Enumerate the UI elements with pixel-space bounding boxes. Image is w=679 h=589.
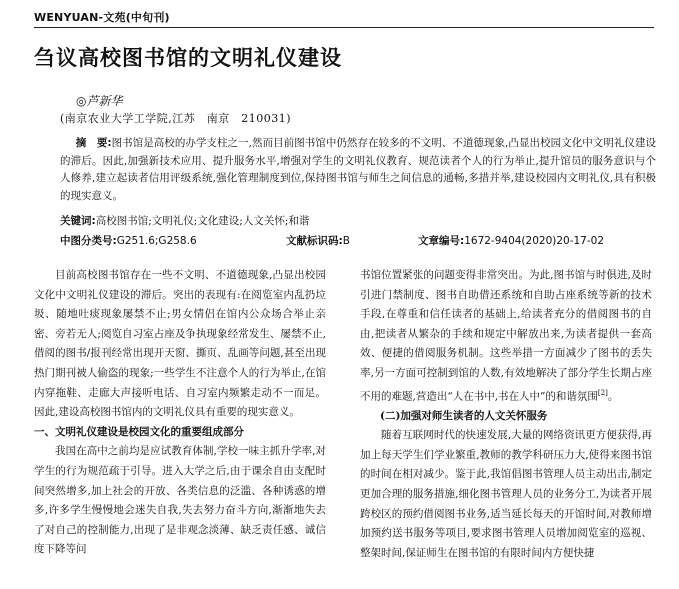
doc-value: B: [342, 235, 350, 247]
keywords-label: 关键词:: [60, 215, 96, 227]
article-number: [418, 233, 604, 248]
paragraph: 随着互联网时代的快速发展,大量的网络资讯更方便获得,再加上每天学生们学业繁重,教师的教学科研压力大,使得来图书馆的时间在相对减少。鉴于此,我馆倡图书管理人员主动出击,制定更加合理的服务措施,细化图书管理人员的业务分工,为读者开展跨校区的预约借阅图书业务,适当延长每天的开馆时间,对教师增加预约送书服务等项目,要求图书管理人员增加阅览室的巡视、整架时间,保证师生在图书馆的有限时间内方便快捷: [360, 429, 652, 559]
article-no-label: 文章编号:: [418, 235, 465, 247]
journal-name: WENYUAN-文苑(中旬刊): [34, 11, 170, 24]
author-name: ◎芦新华: [76, 94, 123, 108]
paragraph: 我国在高中之前均是应试教育体制,学校一味主抓升学率,对学生的行为规范疏于引导。进入大学之后,由于课余自由支配时间突然增多,加上社会的开放、各类信息的泛滥、各种诱惑的增多,许多学生慢慢地会迷失自我,失去努力奋斗方向,渐渐地失去了对自己的控制能力,出现了是非观念淡薄、缺乏责任感、诚信度下降等问: [34, 445, 326, 556]
class-value: G251.6;G258.6: [116, 235, 197, 247]
reference-marker: [2]: [597, 388, 608, 397]
keywords-text: 高校图书馆;文明礼仪;文化建设;人文关怀;和谐: [95, 215, 310, 227]
article-no-value: 1672-9404(2020)20-17-02: [464, 235, 605, 247]
paragraph: 目前高校图书馆存在一些不文明、不道德现象,凸显出校园文化中文明礼仪建设的滞后。突出的表现有:在阅览室内乱扔垃圾、随地吐痰现象屡禁不止;男女情侣在馆内公众场合举止亲密、旁若无人;阅览自习室占座及争执现象经常发生、屡禁不止,借阅的图书/报刊经常出现开天窗、撕页、乱画等问题,甚至出现热门期刊被人偷盗的现象;一些学生不注意个人的行为举止,在馆内穿拖鞋、走廊大声接听电话、自习室内频繁走动不一而足。因此,建设高校图书馆内的文明礼仪具有重要的现实意义。: [34, 269, 326, 419]
section-heading: 一、文明礼仪建设是校园文化的重要组成部分: [34, 425, 244, 438]
header-rule: [34, 27, 654, 28]
keywords: [60, 213, 309, 228]
paragraph: [360, 266, 652, 407]
class-label: 中图分类号:: [60, 235, 117, 247]
document-code: [286, 233, 350, 248]
body-right-column: [360, 266, 652, 563]
author-affiliation: (南京农业大学工学院,江苏 南京 210031): [60, 112, 292, 125]
abstract: [60, 135, 656, 205]
abstract-text: 图书馆是高校的办学支柱之一,然而目前图书馆中仍然存在较多的不文明、不道德现象,凸显出校园文化中文明礼仪建设的滞后。因此,加强新技术应用、提升服务水平,增强对学生的文明礼仪教育、规范读者个人的行为举止,提升馆员的服务意识与个人修养,建立起读者信用评级系统,强化管理制度到位,保持图书馆与师生之间信息的通畅,多措并举,建设校园内文明礼仪,具有积极的现实意义。: [60, 137, 656, 202]
paragraph-end: 。: [607, 390, 619, 403]
body-left-column: [34, 266, 326, 560]
classification: [60, 233, 197, 248]
paragraph-text: 书馆位置紧张的问题变得非常突出。为此,图书馆与时俱进,及时引进门禁制度、图书自助借还系统和自助占座系统等新的技术手段,在尊重和信任读者的基础上,给读者充分的借阅图书的自由,把读者从繁杂的手续和规定中解放出来,为读者提供一套高效、便捷的借阅服务机制。这些举措一方面减少了图书的丢失率,另一方面可控制到馆的人数,有效地解决了部分学生长期占座不用的难题,营造出“人在书中,书在人中”的和谐氛围: [360, 269, 652, 403]
abstract-label: 摘 要:: [75, 137, 112, 149]
subsection-heading: (二)加强对师生读者的人文关怀服务: [380, 409, 548, 422]
doc-label: 文献标识码:: [286, 235, 343, 247]
article-title: 刍议高校图书馆的文明礼仪建设: [34, 46, 342, 70]
